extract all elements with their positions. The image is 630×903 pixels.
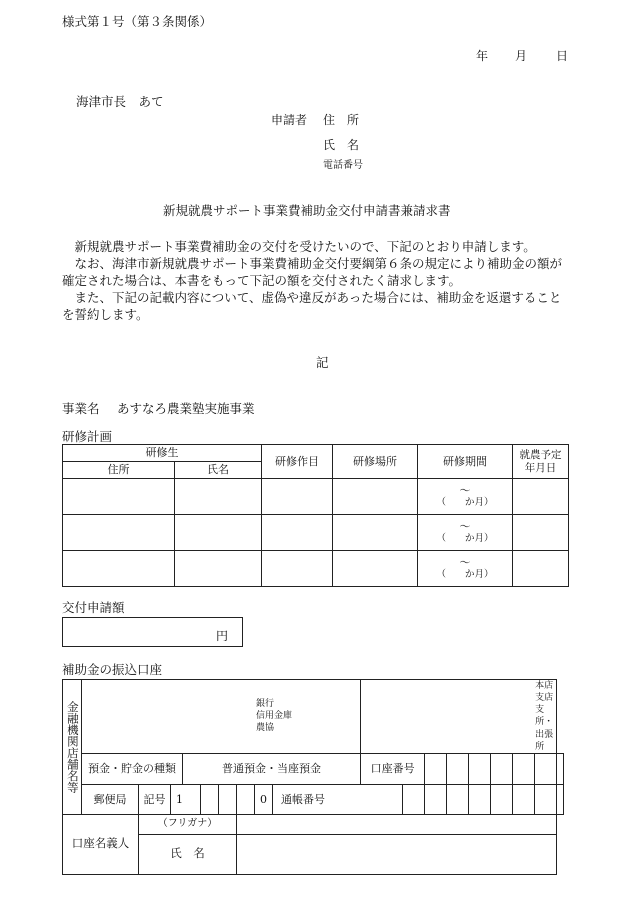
cell-crop[interactable] [262,479,333,515]
passbook-digit-7[interactable] [535,784,557,814]
period-months: （ か月） [436,533,494,545]
passbook-digit-5[interactable] [491,784,513,814]
body-text [62,238,570,323]
institution-label: 金融機関店舗名等 [65,700,80,793]
applicant-phone-label: 電話番号 [323,160,363,171]
deposit-types[interactable]: 普通預金・当座預金 [183,753,361,784]
branch-type-branch: 支店 [535,693,554,704]
symbol-digit-2[interactable] [201,784,219,814]
passbook-digit-3[interactable] [447,784,469,814]
symbol-digit-3[interactable] [219,784,237,814]
header-place: 研修場所 [333,445,418,479]
header-farming-date: 就農予定年月日 [513,445,569,479]
passbook-digit-1[interactable] [403,784,425,814]
cell-name[interactable] [175,551,262,587]
date-month-label: 月 [515,49,528,63]
account-digit-7[interactable] [557,753,564,784]
branch-type-list [535,680,556,753]
account-table [62,679,564,875]
cell-place[interactable] [333,551,418,587]
account-digit-3[interactable] [469,753,491,784]
project-label: 事業名 [62,401,100,416]
ki-heading: 記 [316,355,329,370]
cell-place[interactable] [333,515,418,551]
institution-label-cell [63,680,82,815]
body-paragraph-2: なお、海津市新規就農サポート事業費補助金交付要綱第６条の規定により補助金の額が確定された場合は、本書をもって下記の額を交付されたく請求します。 [62,256,563,288]
cell-address[interactable] [63,551,175,587]
passbook-digit-2[interactable] [425,784,447,814]
form-number: 様式第１号（第３条関係） [62,14,213,29]
header-trainee: 研修生 [63,445,262,462]
bank-name-cell[interactable] [82,680,361,754]
cell-name[interactable] [175,515,262,551]
branch-type-office: 支所・出張所 [535,705,554,752]
table-row [63,515,569,551]
table-row [63,551,569,587]
header-crop: 研修作目 [262,445,333,479]
account-number-label: 口座番号 [361,753,425,784]
symbol-digit-5[interactable]: 0 [255,784,273,814]
cell-period[interactable] [418,515,513,551]
symbol-digit-1[interactable]: 1 [171,784,201,814]
cell-farming-date[interactable] [513,551,569,587]
cell-address[interactable] [63,479,175,515]
account-digit-5[interactable] [513,753,535,784]
body-paragraph-1: 新規就農サポート事業費補助金の交付を受けたいので、下記のとおり申請します。 [62,239,536,254]
furigana-field[interactable] [237,814,557,834]
date-year-label: 年 [476,49,489,63]
amount-title: 交付申請額 [62,600,125,615]
cell-name[interactable] [175,479,262,515]
project-name: あすなろ農業塾実施事業 [117,401,255,416]
yen-unit: 円 [215,629,228,643]
period-tilde: 〜 [459,556,471,570]
branch-name-cell[interactable] [361,680,557,754]
furigana-label: （フリガナ） [139,814,237,834]
bank-type-bank: 銀行 [256,699,275,710]
applicant-label: 申請者 [271,113,308,127]
period-months: （ か月） [436,497,494,509]
cell-period[interactable] [418,551,513,587]
account-digit-2[interactable] [447,753,469,784]
cell-crop[interactable] [262,551,333,587]
cell-place[interactable] [333,479,418,515]
symbol-label: 記号 [139,784,171,814]
holder-name-field[interactable] [237,834,557,874]
post-office-label: 郵便局 [82,784,139,814]
cell-farming-date[interactable] [513,515,569,551]
cell-crop[interactable] [262,515,333,551]
account-digit-1[interactable] [425,753,447,784]
account-title: 補助金の振込口座 [62,662,163,677]
period-months: （ か月） [436,569,494,581]
header-period: 研修期間 [418,445,513,479]
period-tilde: 〜 [459,520,471,534]
account-digit-6[interactable] [535,753,557,784]
holder-name-label: 氏 名 [139,834,237,874]
applicant-name-label: 氏 名 [323,138,360,152]
account-digit-4[interactable] [491,753,513,784]
passbook-digit-4[interactable] [469,784,491,814]
symbol-digit-4[interactable] [237,784,255,814]
deposit-type-label: 預金・貯金の種類 [82,753,183,784]
cell-address[interactable] [63,515,175,551]
branch-type-main: 本店 [535,681,554,691]
addressee: 海津市長 あて [76,94,164,109]
amount-field[interactable] [62,617,243,647]
body-paragraph-3: また、下記の記載内容について、虚偽や違反があった場合には、補助金を返還することを誓約します。 [62,290,562,322]
passbook-digit-6[interactable] [513,784,535,814]
cell-period[interactable] [418,479,513,515]
date-day-label: 日 [556,49,569,63]
passbook-number-label: 通帳番号 [273,784,403,814]
table-row [63,479,569,515]
header-name: 氏名 [175,462,262,479]
bank-type-list [256,698,360,734]
passbook-digit-8[interactable] [557,784,564,814]
header-address: 住所 [63,462,175,479]
period-tilde: 〜 [459,484,471,498]
holder-label: 口座名義人 [63,814,139,874]
training-plan-table [62,444,569,587]
cell-farming-date[interactable] [513,479,569,515]
bank-type-nokyo: 農協 [256,723,275,734]
bank-type-shinkin: 信用金庫 [256,711,293,722]
applicant-address-label: 住 所 [323,113,360,127]
training-plan-title: 研修計画 [62,429,113,444]
document-title: 新規就農サポート事業費補助金交付申請書兼請求書 [163,203,451,218]
